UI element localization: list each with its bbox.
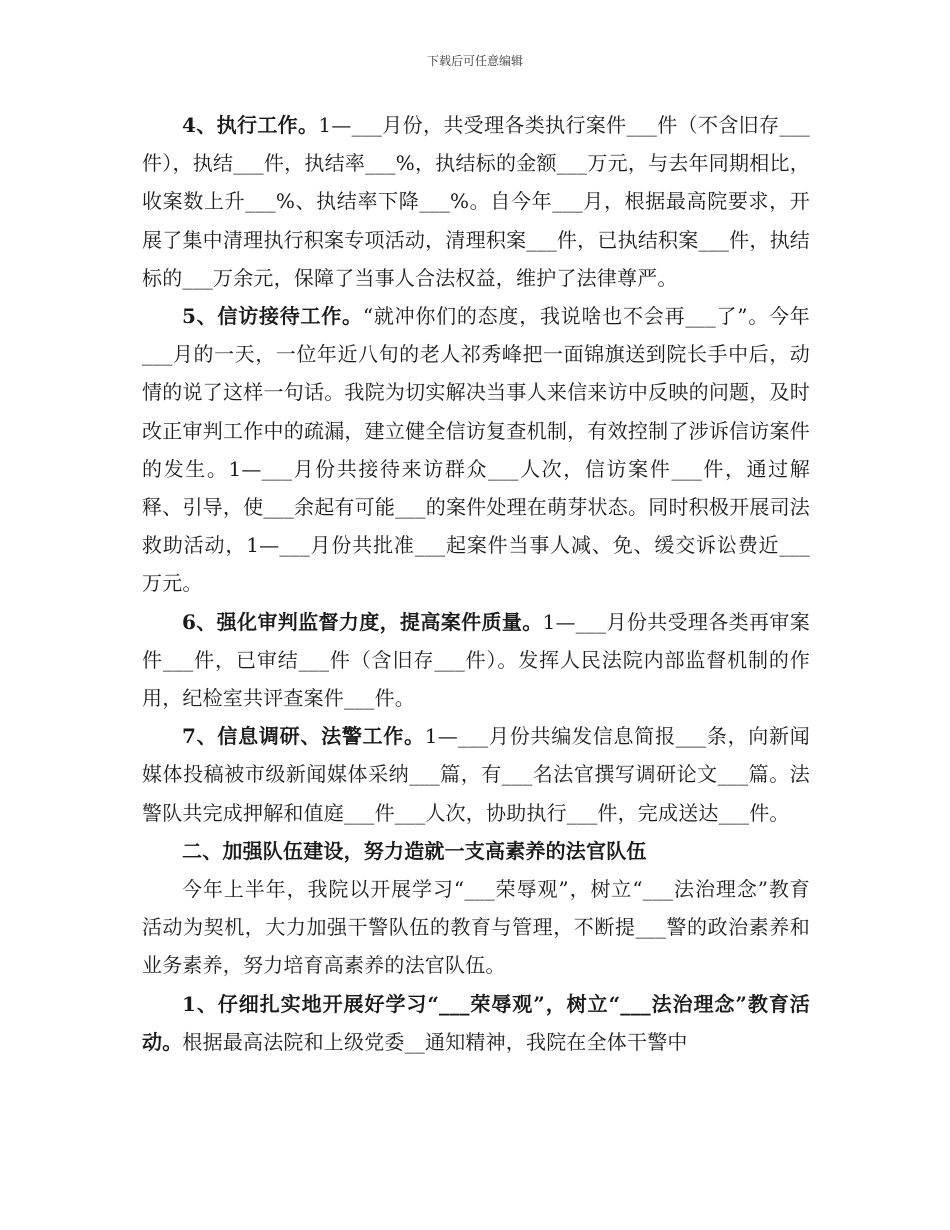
paragraph-study-activity [142,985,810,1061]
paragraph-lead: 1、仔细扎实地开展好学习“___荣辱观”，树立“___法治理念”教育活动。 [142,991,810,1054]
paragraph-lead: 7、信息调研、法警工作。 [182,724,425,749]
paragraph-research [142,717,810,832]
section-heading: 二、加强队伍建设，努力造就一支高素养的法官队伍 [182,838,647,863]
paragraph-text: 1—___月份共受理各类再审案件___件，已审结___件（含旧存___件）。发挥人民法院内部监督机制的作用，纪检室共评查案件___件。 [142,609,810,711]
document-body [142,106,810,1061]
paragraph-text: 1—___月份共编发信息简报___条，向新闻媒体投稿被市级新闻媒体采纳___篇，有___名法官撰写调研论文___篇。法警队共完成押解和值庭___件___人次，协助执行___件，完成送达___件。 [142,724,810,825]
paragraph-supervision [142,603,810,718]
paragraph-execution [142,106,810,297]
paragraph-lead: 6、强化审判监督力度，提高案件质量。 [182,609,543,634]
paragraph-text: 根据最高法院和上级党委__通知精神，我院在全体干警中 [182,1029,688,1054]
paragraph-text: 1—___月份，共受理各类执行案件___件（不含旧存___件），执结___件，执结率___%，执结标的金额___万元，与去年同期相比，收案数上升___%、执结率下降___%。自今年___月，根据最高院要求，开展了集中清理执行积案专项活动，清理积案___件，已执结积案___件，执结标的___万余元，保障了当事人合法权益，维护了法律尊严。 [142,113,810,290]
page-header: 下载后可任意编辑 [426,54,523,68]
paragraph-petition [142,297,810,603]
paragraph-section-intro: 今年上半年，我院以开展学习“___荣辱观”，树立“___法治理念”教育活动为契机，大力加强干警队伍的教育与管理，不断提___警的政治素养和业务素养，努力培育高素养的法官队伍。 [142,877,810,978]
paragraph-text: “就冲你们的态度，我说啥也不会再___了”。今年___月的一天，一位年近八旬的老人祁秀峰把一面锦旗送到院长手中后，动情的说了这样一句话。我院为切实解决当事人来信来访中反映的问题，及时改正审判工作中的疏漏，建立健全信访复查机制，有效控制了涉诉信访案件的发生。1—___月份共接待来访群众___人次，信访案件___件，通过解释、引导，使___余起有可能___的案件处理在萌芽状态。同时积极开展司法救助活动，1—___月份共批准___起案件当事人减、免、缓交诉讼费近___万元。 [142,304,810,596]
paragraph-lead: 4、执行工作。 [182,113,319,137]
paragraph-lead: 5、信访接待工作。 [182,304,363,329]
